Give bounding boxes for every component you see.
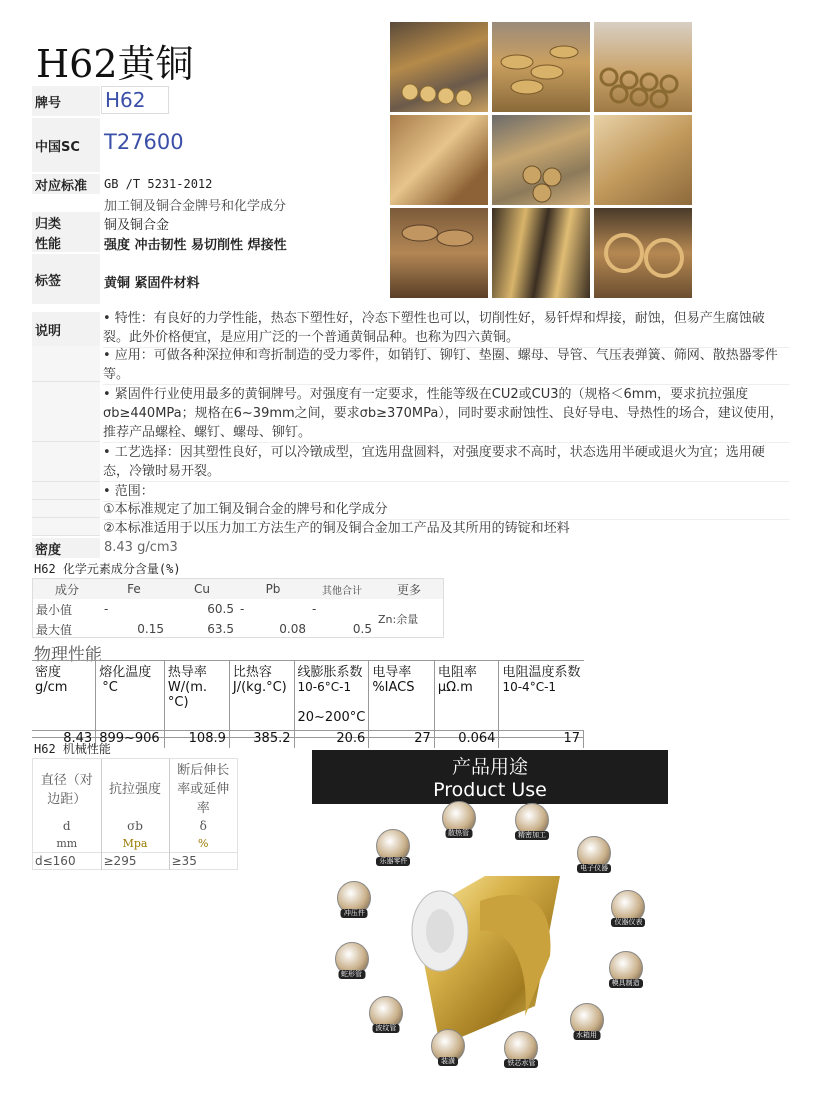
- chem-more-cell: Zn:余量: [378, 613, 419, 626]
- chem-header-cell: 更多: [396, 582, 421, 597]
- tag-value: 黄铜 紧固件材料: [104, 276, 200, 291]
- page-title: H62黄铜: [36, 42, 194, 86]
- mech-symbol: σb: [101, 816, 169, 836]
- standard-desc: 加工铜及铜合金牌号和化学成分: [104, 199, 287, 214]
- use-item-label: 精密加工: [515, 831, 549, 840]
- use-item-label: 水箱用: [573, 1031, 600, 1040]
- grade-value: H62: [101, 86, 169, 114]
- phys-value: 8.43: [32, 730, 96, 748]
- phys-value: 0.064: [434, 730, 499, 748]
- banner-cn: 产品用途: [451, 756, 528, 778]
- mech-symbol: d: [33, 816, 101, 836]
- phys-unit: μΩ.m: [434, 680, 499, 710]
- use-item: [366, 996, 406, 1036]
- chem-cell: -: [312, 602, 317, 616]
- brass-coils-photo: [594, 208, 692, 298]
- mech-table: [32, 758, 238, 870]
- standard-label: 对应标准: [32, 174, 100, 194]
- chem-cell: -: [240, 602, 245, 616]
- use-item: [608, 890, 648, 930]
- use-item-label: 模具制造: [609, 979, 643, 988]
- phys-value: 108.9: [164, 730, 229, 748]
- phys-range: 20~200°C: [294, 710, 369, 730]
- desc-side-cell: [32, 518, 100, 536]
- phys-value: 385.2: [229, 730, 294, 748]
- brass-shafts-photo: [492, 208, 590, 298]
- mech-unit: %: [198, 837, 209, 851]
- phys-header: 电导率: [369, 661, 435, 680]
- desc-item-fasteners: • 紧固件行业使用最多的黄铜牌号。对强度有一定要求，性能等级在CU2或CU3的（规格＜6mm，要求抗拉强度σb≥440MPa；规格在6~39mm之间，要求σb≥370MPa），同时要求耐蚀性、良好导电、导热性的场合，建议使用，推荐产品螺栓、螺钉、螺母、铆钉。: [103, 385, 789, 443]
- phys-header: 电阻温度系数: [502, 665, 581, 680]
- phys-header: 电阻率: [434, 661, 499, 680]
- mech-unit: Mpa: [101, 836, 169, 852]
- chem-table: [32, 578, 444, 638]
- use-item-label: 装潢: [438, 1057, 458, 1066]
- china-sc-label: 中国SC: [32, 118, 100, 172]
- category-value: 铜及铜合金: [104, 218, 170, 233]
- phys-unit: W/(m.°C): [164, 680, 229, 710]
- use-item-label: 散热管: [445, 829, 472, 838]
- chem-cell: 60.5: [207, 602, 234, 616]
- desc-side-cell: [32, 500, 100, 518]
- brass-rods-photo: [390, 22, 488, 112]
- use-item-label: 仪器仪表: [611, 918, 645, 927]
- china-sc-value: T27600: [104, 130, 184, 154]
- brass-tubes-photo: [594, 22, 692, 112]
- phys-header: 密度: [32, 661, 96, 680]
- use-item-label: 电子仪器: [577, 864, 611, 873]
- chem-cell: 0.15: [137, 622, 164, 636]
- mech-header: 断后伸长率或延伸率: [177, 763, 230, 816]
- phys-header: 比热容: [229, 661, 294, 680]
- chem-header-cell: 其他合计: [322, 585, 362, 597]
- phys-value: 20.6: [294, 730, 369, 748]
- use-item-label: 乐器零件: [376, 857, 410, 866]
- mech-header: 抗拉强度: [101, 759, 169, 816]
- product-photo-grid: [390, 22, 694, 298]
- phys-unit: 10-4°C-1: [502, 680, 557, 694]
- mech-value: ≥295: [101, 852, 169, 870]
- phys-header: 线膨胀系数: [294, 661, 369, 680]
- phys-unit: %IACS: [369, 680, 435, 710]
- use-item: [574, 836, 614, 876]
- phys-title: 物理性能: [34, 645, 102, 665]
- use-item-label: 冲压件: [341, 909, 368, 918]
- chem-header-cell: Pb: [265, 582, 281, 596]
- mech-title: H62 机械性能: [34, 742, 111, 756]
- product-use-banner: [312, 750, 668, 804]
- desc-side-cell: [32, 382, 100, 442]
- use-item: [501, 1031, 541, 1071]
- banner-en: Product Use: [433, 779, 547, 801]
- chem-header-cell: Cu: [194, 582, 210, 596]
- density-value: 8.43 g/cm3: [104, 540, 178, 555]
- phys-value: 899~906: [96, 730, 165, 748]
- desc-item-scope: • 范围：: [103, 482, 169, 502]
- use-item: [373, 829, 413, 869]
- mech-value: d≤160: [33, 852, 101, 870]
- use-icon-ring: [320, 806, 660, 1076]
- brass-plates-photo: [390, 115, 488, 205]
- mech-value: ≥35: [171, 854, 197, 869]
- desc-item-scope-1: ①本标准规定了加工铜及铜合金的牌号和化学成分: [103, 500, 789, 520]
- use-item-label: 蛇形管: [338, 970, 365, 979]
- desc-item-applications: • 应用：可做各种深拉伸和弯折制造的受力零件，如销钉、铆钉、垫圈、螺母、导管、气压表弹簧、筛网、散热器零件等。: [103, 346, 789, 385]
- desc-label: 说明: [32, 312, 100, 346]
- brass-billets-photo: [390, 208, 488, 298]
- phys-value: 17: [499, 730, 584, 748]
- chem-header-cell: 成分: [54, 582, 79, 597]
- desc-side-cell: [32, 442, 100, 482]
- category-label: 归类: [32, 212, 100, 232]
- phys-unit: J/(kg.°C): [229, 680, 294, 710]
- use-item-label: 波纹管: [372, 1024, 399, 1033]
- chem-row-label: 最小值: [36, 602, 73, 617]
- use-item: [439, 801, 479, 841]
- density-label: 密度: [32, 538, 100, 558]
- standard-value: GB /T 5231-2012: [104, 177, 213, 191]
- desc-item-process: • 工艺选择：因其塑性良好，可以冷镦成型，宜选用盘圆料，对强度要求不高时，状态选用半硬或退火为宜；选用硬态，冷镦时易开裂。: [103, 443, 789, 482]
- grade-label: 牌号: [32, 86, 100, 116]
- mech-symbol: δ: [199, 819, 207, 833]
- use-item: [332, 942, 372, 982]
- chem-cell: 0.08: [279, 622, 306, 636]
- phys-unit: °C: [96, 680, 165, 710]
- desc-side-cell: [32, 482, 100, 500]
- property-label: 性能: [32, 232, 100, 252]
- tag-label: 标签: [32, 254, 100, 304]
- use-item: [567, 1003, 607, 1043]
- use-item-label: 铁芯水管: [504, 1059, 538, 1068]
- mech-unit: mm: [33, 836, 101, 852]
- phys-value: 27: [369, 730, 435, 748]
- use-item: [334, 881, 374, 921]
- use-item: [606, 951, 646, 991]
- chem-row-label: 最大值: [36, 622, 73, 637]
- desc-item-scope-2: ②本标准适用于以压力加工方法生产的铜及铜合金加工产品及其所用的铸锭和坯料: [103, 521, 570, 536]
- phys-unit: g/cm: [32, 680, 96, 710]
- brass-sheet-photo: [594, 115, 692, 205]
- mech-header: 直径（对边距）: [33, 759, 101, 816]
- phys-header: 热导率: [164, 661, 229, 680]
- property-value: 强度 冲击韧性 易切削性 焊接性: [104, 238, 287, 253]
- phys-header: 熔化温度: [96, 661, 165, 680]
- chem-header-cell: Fe: [127, 582, 141, 596]
- chem-cell: -: [104, 602, 109, 616]
- use-item: [512, 803, 552, 843]
- chem-cell: 63.5: [207, 622, 234, 636]
- brass-bars-photo: [492, 115, 590, 205]
- brass-discs-photo: [492, 22, 590, 112]
- phys-table: [32, 660, 584, 746]
- chem-title: H62 化学元素成分含量(%): [34, 562, 181, 576]
- desc-side-cell: [32, 346, 100, 382]
- chem-cell: 0.5: [352, 622, 372, 636]
- use-item: [428, 1029, 468, 1069]
- desc-item-features: • 特性：有良好的力学性能，热态下塑性好，冷态下塑性也可以，切削性好，易钎焊和焊接，耐蚀，但易产生腐蚀破裂。此外价格便宜，是应用广泛的一个普通黄铜品种。也称为四六黄铜。: [103, 309, 789, 348]
- phys-unit: 10-6°C-1: [294, 680, 369, 710]
